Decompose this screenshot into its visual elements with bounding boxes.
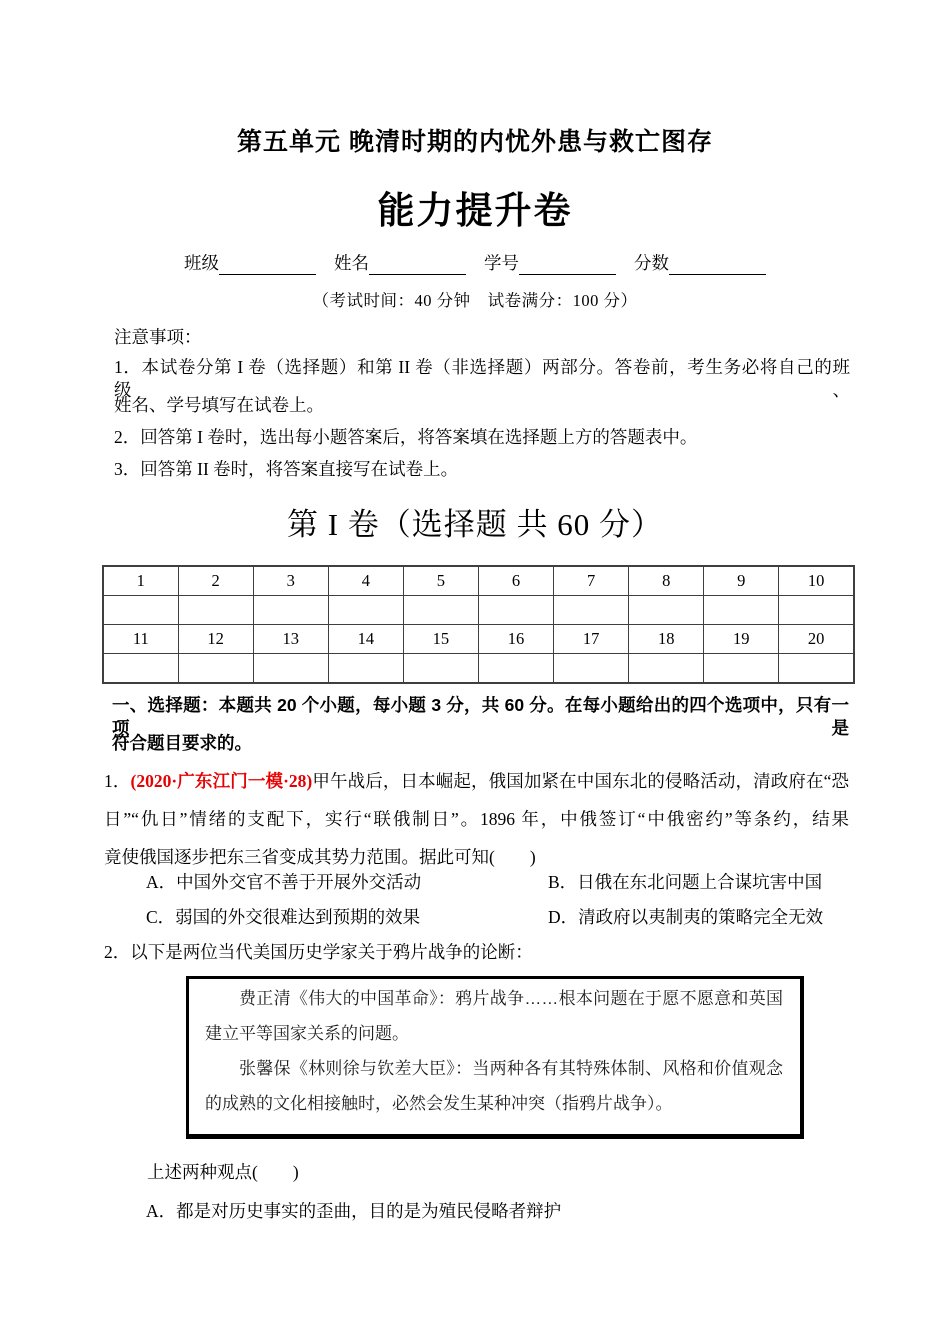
answer-input-cell[interactable]: [704, 596, 779, 625]
answer-number-cell: 14: [328, 625, 403, 654]
answer-number-cell: 16: [478, 625, 553, 654]
answer-number-cell: 7: [554, 566, 629, 596]
answer-input-cell[interactable]: [478, 596, 553, 625]
notice-1-line-1: 1．本试卷分第 I 卷（选择题）和第 II 卷（非选择题）两部分。答卷前，考生务必将自己的班级、: [114, 357, 850, 400]
question-1-option-a: A．中国外交官不善于开展外交活动: [146, 872, 422, 892]
question-1-option-b: B．日俄在东北问题上合谋坑害中国: [548, 872, 823, 892]
question-1-number: 1．: [104, 771, 131, 791]
student-no-field: [484, 250, 616, 275]
answer-number-cell: 9: [704, 566, 779, 596]
score-field-blank[interactable]: [669, 253, 766, 275]
answer-number-cell: 11: [103, 625, 178, 654]
answer-input-cell[interactable]: [779, 596, 854, 625]
answer-number-cell: 10: [779, 566, 854, 596]
score-field-label: 分数: [634, 253, 669, 273]
answer-input-cell[interactable]: [629, 654, 704, 684]
answer-input-cell[interactable]: [253, 596, 328, 625]
score-field: [634, 250, 766, 275]
notices-title: 注意事项：: [114, 327, 202, 347]
answer-input-cell[interactable]: [253, 654, 328, 684]
answer-sheet-table: [102, 565, 855, 684]
answer-input-cell[interactable]: [704, 654, 779, 684]
answer-number-cell: 2: [178, 566, 253, 596]
exam-meta: （考试时间：40 分钟 试卷满分：100 分）: [312, 291, 638, 310]
student-no-field-label: 学号: [484, 253, 519, 273]
question-1-line-3: 竟使俄国逐步把东三省变成其势力范围。据此可知( ): [104, 847, 536, 867]
answer-number-cell: 13: [253, 625, 328, 654]
answer-table-number-row-2: [103, 625, 854, 654]
multiple-choice-instructions-line-1: 一、选择题：本题共 20 个小题，每小题 3 分，共 60 分。在每小题给出的四个选项中，只有一项是: [112, 695, 849, 738]
answer-input-cell[interactable]: [478, 654, 553, 684]
answer-input-cell[interactable]: [103, 654, 178, 684]
answer-number-cell: 5: [403, 566, 478, 596]
question-2-stem: 2．以下是两位当代美国历史学家关于鸦片战争的论断：: [104, 942, 533, 962]
answer-input-cell[interactable]: [103, 596, 178, 625]
answer-number-cell: 6: [478, 566, 553, 596]
answer-number-cell: 15: [403, 625, 478, 654]
question-1-stem-start: 甲午战后，日本崛起，俄国加紧在中国东北的侵略活动，清政府在“恐: [312, 771, 850, 791]
answer-input-cell[interactable]: [178, 596, 253, 625]
answer-input-cell[interactable]: [328, 596, 403, 625]
answer-number-cell: 8: [629, 566, 704, 596]
answer-input-cell[interactable]: [403, 596, 478, 625]
answer-input-cell[interactable]: [629, 596, 704, 625]
answer-table-blank-row-1: [103, 596, 854, 625]
class-field: [184, 250, 316, 275]
name-field-label: 姓名: [334, 253, 369, 273]
answer-number-cell: 3: [253, 566, 328, 596]
question-1-option-d: D．清政府以夷制夷的策略完全无效: [548, 907, 824, 927]
name-field: [334, 250, 466, 275]
answer-number-cell: 19: [704, 625, 779, 654]
answer-input-cell[interactable]: [554, 596, 629, 625]
answer-table-number-row-1: [103, 566, 854, 596]
quote-line-1: 费正清《伟大的中国革命》：鸦片战争……根本问题在于愿不愿意和英国: [239, 989, 783, 1008]
question-2-quote-box: [186, 976, 804, 1139]
unit-title: 第五单元 晚清时期的内忧外患与救亡图存: [237, 128, 713, 156]
quote-line-4: 的成熟的文化相接触时，必然会发生某种冲突（指鸦片战争）。: [205, 1094, 673, 1113]
answer-number-cell: 12: [178, 625, 253, 654]
answer-number-cell: 4: [328, 566, 403, 596]
answer-input-cell[interactable]: [779, 654, 854, 684]
paper-title: 能力提升卷: [377, 190, 573, 231]
notice-1-line-2: 姓名、学号填写在试卷上。: [114, 395, 324, 415]
answer-table-blank-row-2: [103, 654, 854, 684]
answer-number-cell: 1: [103, 566, 178, 596]
question-2-option-a: A．都是对历史事实的歪曲，目的是为殖民侵略者辩护: [146, 1201, 562, 1221]
answer-input-cell[interactable]: [178, 654, 253, 684]
quote-line-3: 张馨保《林则徐与钦差大臣》：当两种各有其特殊体制、风格和价值观念: [239, 1059, 783, 1078]
answer-input-cell[interactable]: [403, 654, 478, 684]
student-no-field-blank[interactable]: [519, 253, 616, 275]
multiple-choice-instructions-line-2: 符合题目要求的。: [112, 733, 252, 753]
answer-input-cell[interactable]: [328, 654, 403, 684]
quote-line-2: 建立平等国家关系的问题。: [205, 1024, 409, 1043]
question-1-line-2: 日”“仇日”情绪的支配下，实行“联俄制日”。1896 年，中俄签订“中俄密约”等条约，结果: [104, 809, 849, 829]
question-1-option-c: C．弱国的外交很难达到预期的效果: [146, 907, 421, 927]
class-field-label: 班级: [184, 253, 219, 273]
section-1-heading: 第 I 卷（选择题 共 60 分）: [286, 507, 664, 542]
answer-number-cell: 18: [629, 625, 704, 654]
name-field-blank[interactable]: [369, 253, 466, 275]
answer-number-cell: 17: [554, 625, 629, 654]
notice-2: 2．回答第 I 卷时，选出每小题答案后，将答案填在选择题上方的答题表中。: [114, 427, 698, 447]
question-1-line-1: [104, 770, 849, 793]
answer-input-cell[interactable]: [554, 654, 629, 684]
class-field-blank[interactable]: [219, 253, 316, 275]
answer-number-cell: 20: [779, 625, 854, 654]
question-2-followup: 上述两种观点( ): [147, 1162, 299, 1182]
student-info-line: [0, 250, 950, 275]
notice-3: 3．回答第 II 卷时，将答案直接写在试卷上。: [114, 459, 459, 479]
question-1-source-tag: (2020·广东江门一模·28): [130, 771, 313, 791]
